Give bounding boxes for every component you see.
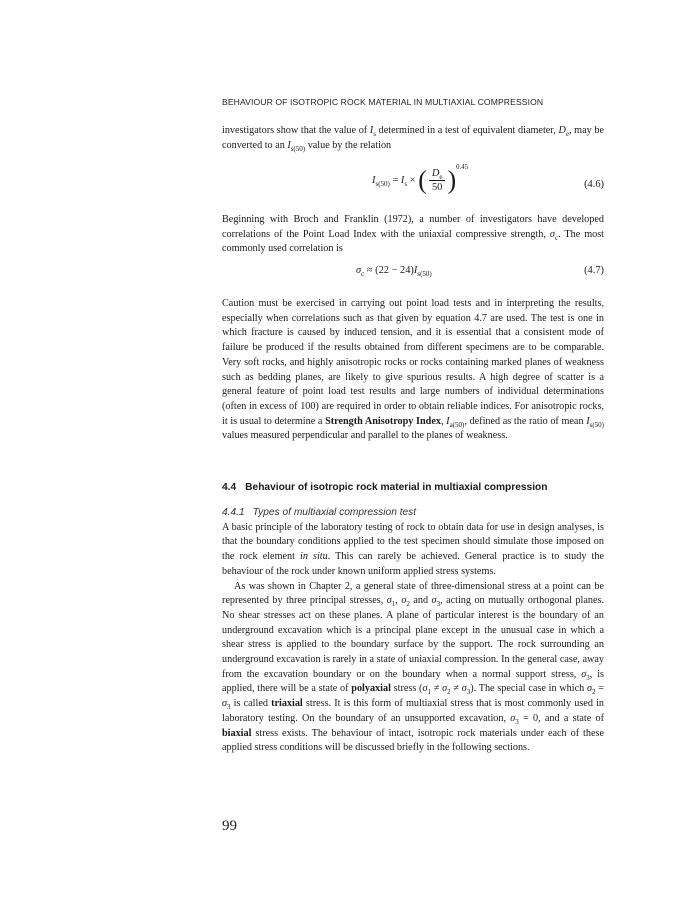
fraction: $\frac{D_e}{50}$ — [429, 168, 446, 193]
section-number: 4.4 — [222, 482, 237, 493]
paragraph-intro — [222, 124, 604, 153]
paragraph-text: Beginning with Broch and Franklin (1972), a number of investigators have developed correlations of the Point Load Index with the uniaxial compressive strength, $\sigma_c$. The most commonly used correlation is — [222, 214, 605, 255]
right-paren-icon: ) — [447, 165, 457, 195]
running-head: BEHAVIOUR OF ISOTROPIC ROCK MATERIAL IN MULTIAXIAL COMPRESSION — [222, 97, 544, 107]
equation-body: $\sigma_c \approx (22 - 24)I_{s(50)}$ — [356, 265, 432, 278]
paragraph-caution — [222, 297, 604, 444]
subsection-number: 4.4.1 — [222, 507, 245, 518]
section-title: Behaviour of isotropic rock material in multiaxial compression — [245, 482, 548, 493]
paragraph-correlation — [222, 213, 604, 257]
subsection-body — [222, 506, 604, 756]
equation-4-7 — [222, 265, 604, 281]
equation-number: (4.6) — [584, 179, 604, 190]
left-paren-icon: ( — [418, 165, 427, 195]
paragraph-text: Caution must be exercised in carrying out point load tests and in interpreting the results, especially when correlations such as that given by equation 4.7 are used. The test is one in which fracture is caused by induced tension, and it is essential that a consistent mode of failure be produced if the results obtained from different specimens are to be comparable. Very soft rocks, and highly anisotropic rocks or rocks containing marked planes of weakness such as bedding planes, are likely to give spurious results. A high degree of scatter is a general feature of point load test results and large numbers of individual determinations (often in excess of 100) are required in order to obtain reliable indices. For anisotropic rocks, it is usual to determine a Strength Anisotropy Index, $I_{a(50)}$, defined as the ratio of mean $I_{s(50)}$ values measured perpendicular and parallel to the planes of weakness. — [222, 298, 604, 442]
equation-number: (4.7) — [584, 265, 604, 276]
page-number: 99 — [222, 818, 237, 834]
subsection-title: Types of multiaxial compression test — [252, 507, 417, 518]
paragraph-principle: A basic principle of the laboratory testing of rock to obtain data for use in design analyses, is that the boundary conditions applied to the test specimen should simulate those imposed on the rock element in situ. This can rarely be achieved. General practice is to study the behaviour of the rock under known uniform applied stress systems. — [222, 521, 604, 577]
equation-4-6 — [222, 163, 604, 208]
equation-body: $I_{s(50)} = I_s$ × ( $\frac{D_e}{50}$ )$^{0.45}$ — [372, 163, 469, 195]
subsection-heading — [222, 506, 604, 521]
paragraph-stress-states: As was shown in Chapter 2, a general state of three-dimensional stress at a point can be represented by three principal stresses, $\sigma_1$, $\sigma_2$ and $\sigma_3$, acting on mutually orthogonal planes. No shear stresses act on these planes. A plane of particular interest is the boundary of an underground excavation which is a principal plane except in the unusual case in which a shear stress is applied to the boundary surface by the support. The rock surrounding an underground excavation is rarely in a state of uniaxial compression. In the general case, away from the excavation boundary or on the boundary when a normal support stress, $\sigma_3$, is applied, there will be a state of polyaxial stress $(\sigma_1 \ne \sigma_2 \ne \sigma_3)$. The special case in which $\sigma_2 = \sigma_3$ is called triaxial stress. It is this form of multiaxial stress that is most commonly used in laboratory testing. On the boundary of an unsupported excavation, $\sigma_3 = 0$, and a state of biaxial stress exists. The behaviour of intact, isotropic rock materials under each of these applied stress conditions will be discussed briefly in the following sections. — [222, 580, 605, 754]
paragraph-text: investigators show that the value of $I_s$ determined in a test of equivalent diameter, $D_e$, may be converted to an $I_{s(50)}$ value by the relation — [222, 125, 605, 153]
section-heading — [222, 482, 547, 493]
